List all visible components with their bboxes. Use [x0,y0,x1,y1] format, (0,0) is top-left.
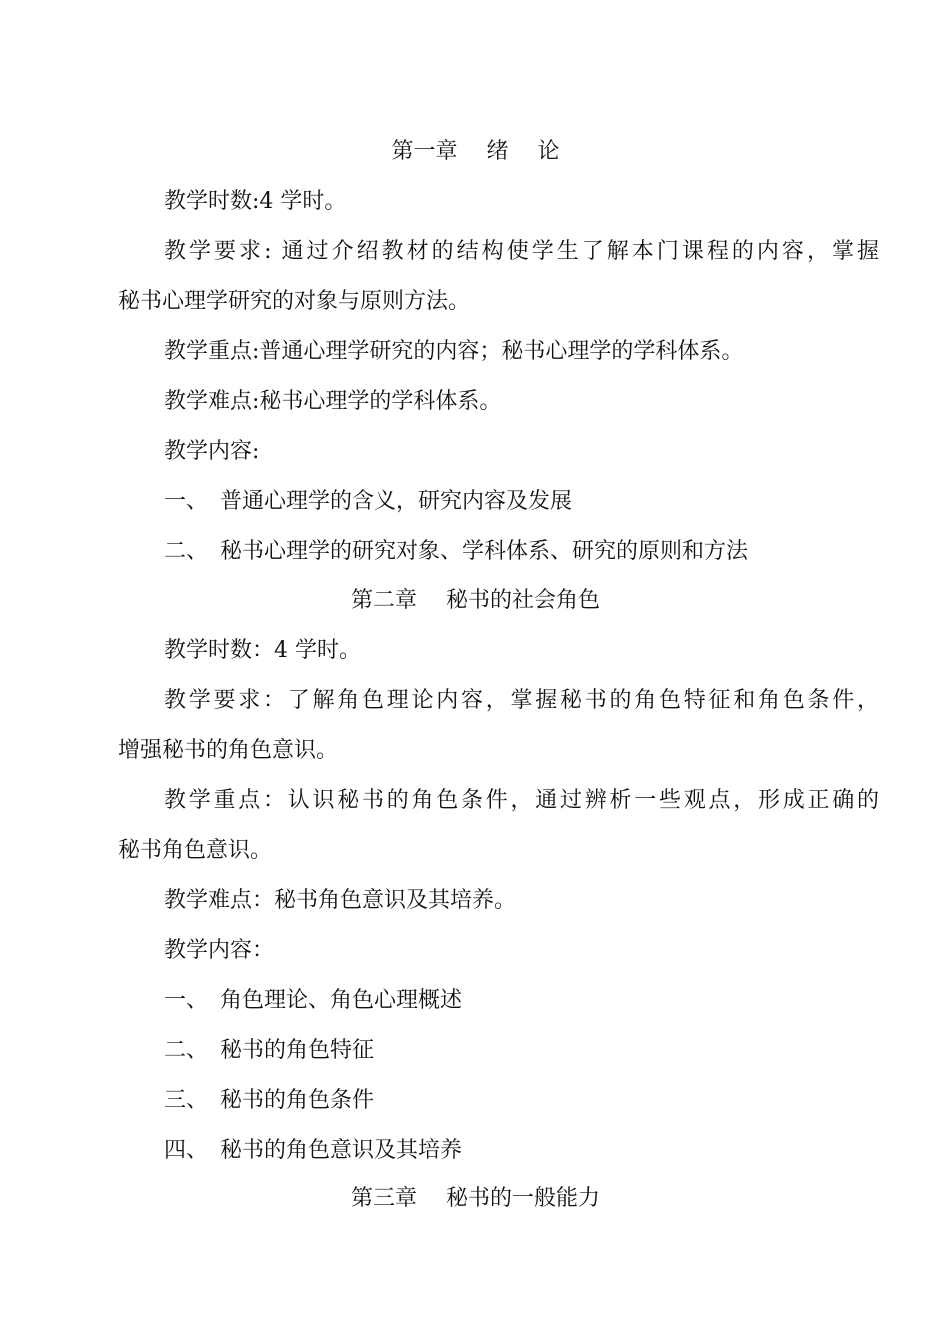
chapter-2-title: 第二章 秘书的社会角色 [351,588,600,613]
list-item [118,1038,879,1064]
list-item [118,1138,879,1164]
chapter-2-requirements-line-1: 教学要求：了解角色理论内容，掌握秘书的角色特征和角色条件， [164,688,879,713]
list-item [118,1088,879,1114]
chapter-3-title: 第三章 秘书的一般能力 [351,1186,600,1211]
list-item-number: 四、 [164,1138,209,1163]
list-item-number: 三、 [164,1088,209,1113]
list-item-text: 秘书的角色意识及其培养 [220,1138,463,1163]
list-item-text: 角色理论、角色心理概述 [220,988,463,1013]
list-item [118,988,879,1014]
chapter-1-content-label: 教学内容: [164,439,260,464]
chapter-1-focus: 教学重点:普通心理学研究的内容；秘书心理学的学科体系。 [164,339,744,364]
chapter-2-requirements-line-2: 增强秘书的角色意识。 [118,738,339,763]
chapter-1-title: 第一章 绪 论 [391,139,560,164]
list-item-text: 秘书的角色特征 [220,1038,375,1063]
chapter-2-content-label: 教学内容： [164,938,275,963]
list-item [118,489,879,515]
chapter-1-requirements-line-1: 教学要求: 通过介绍教材的结构使学生了解本门课程的内容，掌握 [164,239,879,264]
list-item-text: 普通心理学的含义，研究内容及发展 [220,489,573,514]
list-item-text: 秘书心理学的研究对象、学科体系、研究的原则和方法 [220,539,749,564]
chapter-2-difficulty: 教学难点：秘书角色意识及其培养。 [164,888,517,913]
list-item [118,539,879,565]
chapter-2-hours: 教学时数：4 学时。 [164,638,361,663]
list-item-text: 秘书的角色条件 [220,1088,375,1113]
chapter-1-hours: 教学时数:4 学时。 [164,189,347,214]
list-item-number: 二、 [164,539,209,564]
list-item-number: 二、 [164,1038,209,1063]
chapter-2-focus-line-1: 教学重点：认识秘书的角色条件，通过辨析一些观点，形成正确的 [164,788,879,813]
list-item-number: 一、 [164,489,209,514]
chapter-1-requirements-line-2: 秘书心理学研究的对象与原则方法。 [118,289,471,314]
chapter-1-difficulty: 教学难点:秘书心理学的学科体系。 [164,389,502,414]
list-item-number: 一、 [164,988,209,1013]
chapter-2-focus-line-2: 秘书角色意识。 [118,838,273,863]
